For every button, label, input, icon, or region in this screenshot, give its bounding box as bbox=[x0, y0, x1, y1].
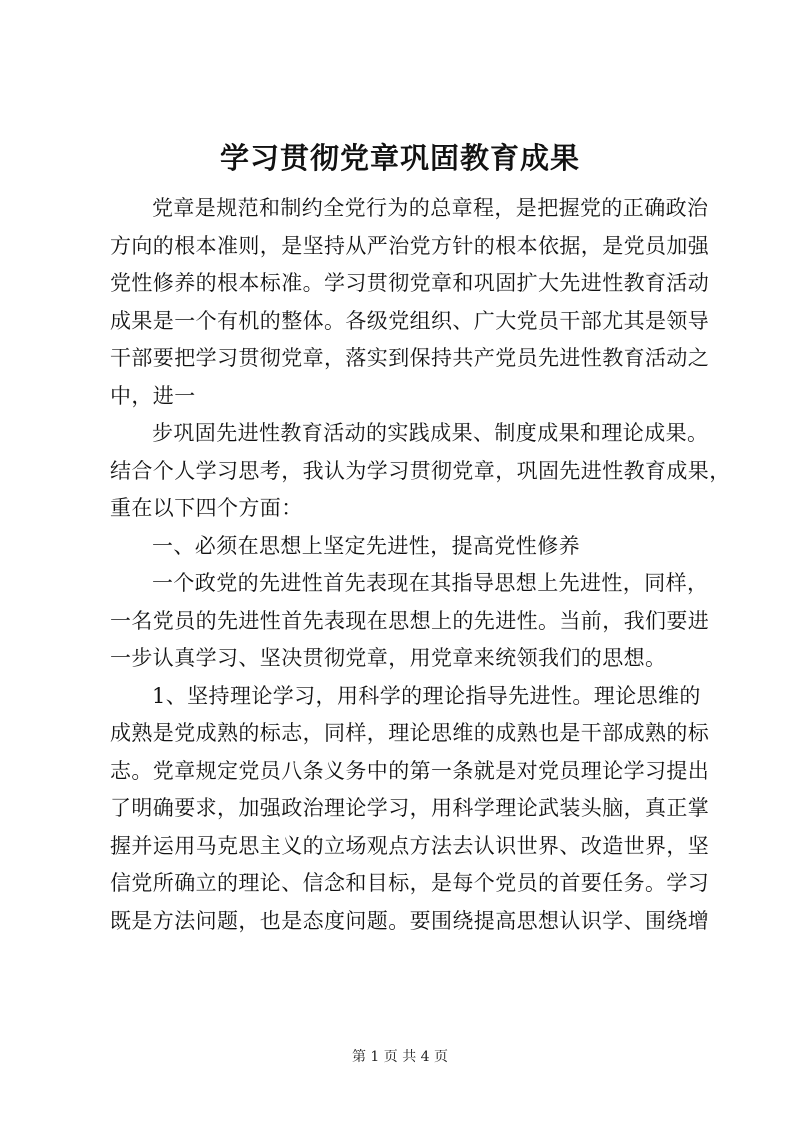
body-line: 成熟是党成熟的标志，同样，理论思维的成熟也是干部成熟的标 bbox=[110, 721, 710, 745]
body-line: 既是方法问题，也是态度问题。要围绕提高思想认识学、围绕增 bbox=[110, 908, 710, 933]
body-line: 一个政党的先进性首先表现在其指导思想上先进性，同样， bbox=[152, 571, 709, 595]
document-body bbox=[110, 190, 731, 940]
body-line: 握并运用马克思主义的立场观点方法去认识世界、改造世界，坚 bbox=[110, 833, 710, 858]
body-line: 信党所确立的理论、信念和目标，是每个党员的首要任务。学习 bbox=[110, 871, 710, 895]
body-line: 一名党员的先进性首先表现在思想上的先进性。当前，我们要进 bbox=[110, 608, 710, 633]
body-line: 方向的根本准则，是坚持从严治党方针的根本依据，是党员加强 bbox=[110, 233, 710, 258]
body-line: 成果是一个有机的整体。各级党组织、广大党员干部尤其是领导 bbox=[110, 308, 710, 333]
body-line: 重在以下四个方面： bbox=[110, 496, 303, 520]
body-line: 志。党章规定党员八条义务中的第一条就是对党员理论学习提出 bbox=[110, 758, 710, 783]
body-line: 结合个人学习思考，我认为学习贯彻党章，巩固先进性教育成果， bbox=[110, 458, 731, 483]
body-line: 一步认真学习、坚决贯彻党章，用党章来统领我们的思想。 bbox=[110, 646, 667, 670]
body-line: 了明确要求，加强政治理论学习，用科学理论武装头脑，真正掌 bbox=[110, 796, 710, 820]
section-heading: 一、必须在思想上坚定先进性，提高党性修养 bbox=[152, 533, 580, 558]
body-line: 干部要把学习贯彻党章，落实到保持共产党员先进性教育活动之 bbox=[110, 346, 710, 370]
body-line: 党章是规范和制约全党行为的总章程，是把握党的正确政治 bbox=[152, 196, 709, 220]
body-line: 1、坚持理论学习，用科学的理论指导先进性。理论思维的 bbox=[152, 683, 701, 708]
body-line: 党性修养的根本标准。学习贯彻党章和巩固扩大先进性教育活动 bbox=[110, 271, 710, 295]
body-line: 步巩固先进性教育活动的实践成果、制度成果和理论成果。 bbox=[152, 421, 709, 445]
page-number-footer: 第 1 页 共 4 页 bbox=[351, 1049, 449, 1065]
document-title: 学习贯彻党章巩固教育成果 bbox=[219, 141, 580, 175]
body-line: 中，进一 bbox=[110, 383, 196, 408]
